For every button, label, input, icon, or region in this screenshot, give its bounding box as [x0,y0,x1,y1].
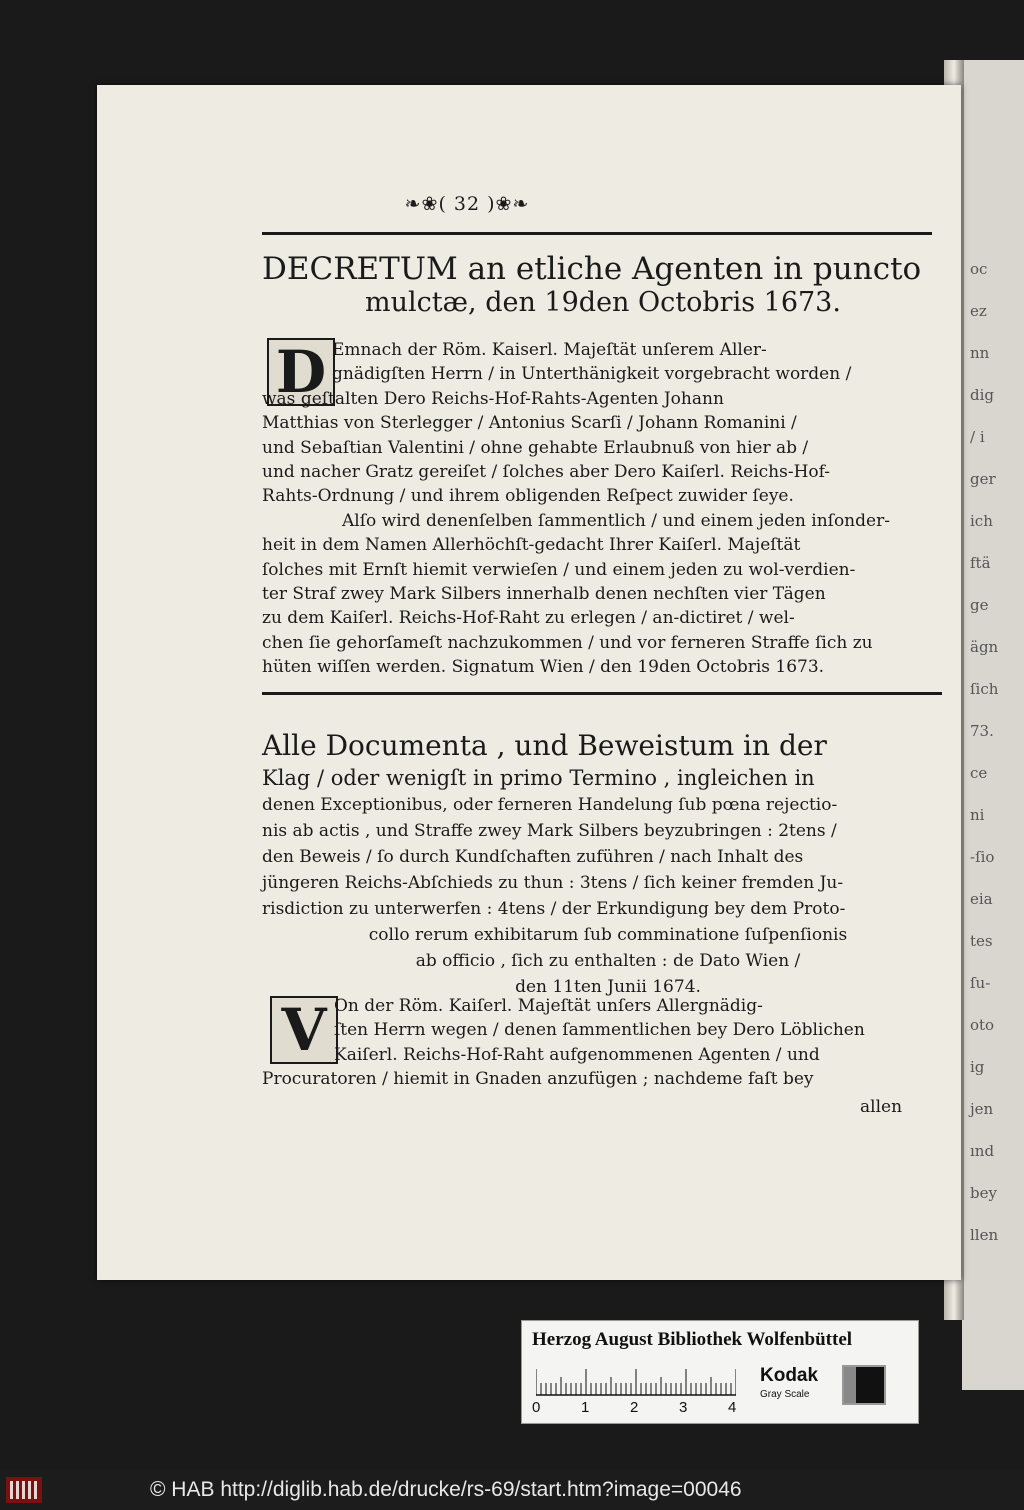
decree1-line: Alſo wird denenſelben ſammentlich / und einem jeden inſonder- [342,510,890,531]
footer-bar [0,1470,1024,1510]
adjacent-page-fragment: ge [970,596,989,614]
decree1-title-line1: DECRETUM an etliche Agenten in puncto [262,252,922,286]
kodak-brand: Kodak [760,1365,819,1386]
adjacent-page-fragment: oc [970,260,988,278]
decree2-line: ſten Herrn wegen / denen ſammentlichen bey Dero Löblichen [334,1020,865,1041]
decree2-body [262,994,944,1092]
adjacent-page [962,60,1024,1390]
decree2-title-line: nis ab actis , und Straffe zwey Mark Silbers beyzubringen : 2tens / [262,821,837,841]
decree1-line: was geſtalten Dero Reichs-Hof-Rahts-Agenten Johann [262,388,724,409]
decree2-title-line: jüngeren Reichs-Abſchieds zu thun : 3tens / ſich keiner fremden Ju- [262,873,844,893]
decree1-line: ſolches mit Ernſt hiemit verwieſen / und einem jeden zu wol-verdien- [262,559,856,580]
scale-number: 3 [679,1399,688,1416]
adjacent-page-fragment: eia [970,890,993,908]
library-name: Herzog August Bibliothek Wolfenbüttel [532,1329,853,1350]
decree1-line: und nacher Gratz gereiſet / ſolches aber Dero Kaiſerl. Reichs-Hof- [262,462,831,483]
decree1-line: zu dem Kaiſerl. Reichs-Hof-Raht zu erlegen / an-dictiret / wel- [262,608,795,629]
gray-patch [842,1365,886,1405]
decree2-title-line: denen Exceptionibus, oder ferneren Handelung ſub pœna rejectio- [262,795,838,815]
hab-logo-icon [6,1477,42,1503]
scale-number: 0 [532,1399,541,1416]
decree1-line: hüten wiſſen werden. Signatum Wien / den 19den Octobris 1673. [262,657,825,678]
decree2-title-line: den 11ten Junii 1674. [515,977,701,997]
scale-number: 2 [630,1399,639,1416]
decree1-line: Matthias von Sterlegger / Antonius Scarſi / Johann Romanini / [262,413,797,434]
decree1-line: gnädigſten Herrn / in Unterthänigkeit vorgebracht worden / [332,364,852,385]
decree1-line: ter Straf zwey Mark Silbers innerhalb denen nechſten vier Tägen [262,584,826,605]
adjacent-page-fragment: ınd [970,1142,995,1160]
decree1-line: heit in dem Namen Allerhöchſt-gedacht Ihrer Kaiſerl. Majeſtät [262,535,801,556]
decree2-title-line: ab officio , ſich zu enthalten : de Dato Wien / [415,951,801,971]
adjacent-page-fragment: ce [970,764,988,782]
adjacent-page-fragment: ig [970,1058,985,1076]
scale-number: 4 [728,1399,737,1416]
adjacent-page-fragment: ſich [970,680,999,698]
decree1-title [262,252,944,320]
decree2-title-line: Klag / oder wenigſt in primo Termino , ingleichen in [262,766,815,790]
decree2-title-line: den Beweis / ſo durch Kundſchaften zuführen / nach Inhalt des [262,847,804,867]
adjacent-page-fragment: ez [970,302,987,320]
top-rule [262,232,932,235]
decree2-line: Kaiſerl. Reichs-Hof-Raht aufgenommenen Agenten / und [334,1044,820,1065]
copyright-url[interactable]: © HAB http://diglib.hab.de/drucke/rs-69/start.htm?image=00046 [150,1478,742,1501]
adjacent-page-fragment: tes [970,932,993,950]
decree2-title-line: Alle Documenta , und Beweistum in der [262,729,827,762]
adjacent-page-fragment: -ſio [970,848,995,866]
adjacent-page-fragment: dig [970,386,995,404]
decree1-line: Rahts-Ordnung / und ihrem obligenden Reſpect zuwider ſeye. [262,486,794,507]
decree1-title-line2: mulctæ, den 19den Octobris 1673. [365,287,841,318]
adjacent-page-fragment: ftä [970,554,991,572]
page-folio: ❧❀( 32 )❀❧ [404,193,530,215]
color-calibration-card [521,1320,919,1424]
decree2-title [262,728,944,1000]
adjacent-page-fragment: llen [970,1226,999,1244]
adjacent-page-fragment: bey [970,1184,997,1202]
middle-rule [262,692,942,695]
decree2-title-line: collo rerum exhibitarum ſub comminatione ſuſpenſionis [368,925,848,945]
decree2-line: On der Röm. Kaiſerl. Majeſtät unſers Allergnädig- [334,996,763,1016]
decree1-line: chen ſie gehorſameſt nachzukommen / und vor ferneren Straffe ſich zu [262,632,873,653]
adjacent-page-fragment: ägn [970,638,999,656]
decree2-line: Procuratoren / hiemit in Gnaden anzufügen ; nachdeme faſt bey [262,1069,814,1090]
adjacent-page-fragment: nn [970,344,990,362]
gray-scale-label: Gray Scale [760,1389,810,1400]
decree2-dropcap: V [270,996,338,1064]
decree1-body [262,338,944,680]
adjacent-page-fragment: ſu- [970,974,991,992]
adjacent-page-fragment: jen [970,1100,994,1118]
decree1-dropcap: D [267,338,335,406]
decree1-line: Emnach der Röm. Kaiserl. Majeſtät unſerem Aller- [332,340,767,360]
adjacent-page-fragment: 73. [970,722,994,740]
adjacent-page-fragment: ger [970,470,996,488]
adjacent-page-fragment: oto [970,1016,995,1034]
adjacent-page-fragment: ni [970,806,985,824]
decree1-line: und Sebaſtian Valentini / ohne gehabte Erlaubnuß von hier ab / [262,437,809,458]
adjacent-page-fragment: / i [970,428,985,446]
catchword: allen [860,1097,903,1117]
adjacent-page-fragment: ich [970,512,993,530]
decree2-title-line: risdiction zu unterwerfen : 4tens / der Erkundigung bey dem Proto- [262,899,846,919]
scale-number: 1 [581,1399,590,1416]
scale-ruler [536,1365,736,1397]
